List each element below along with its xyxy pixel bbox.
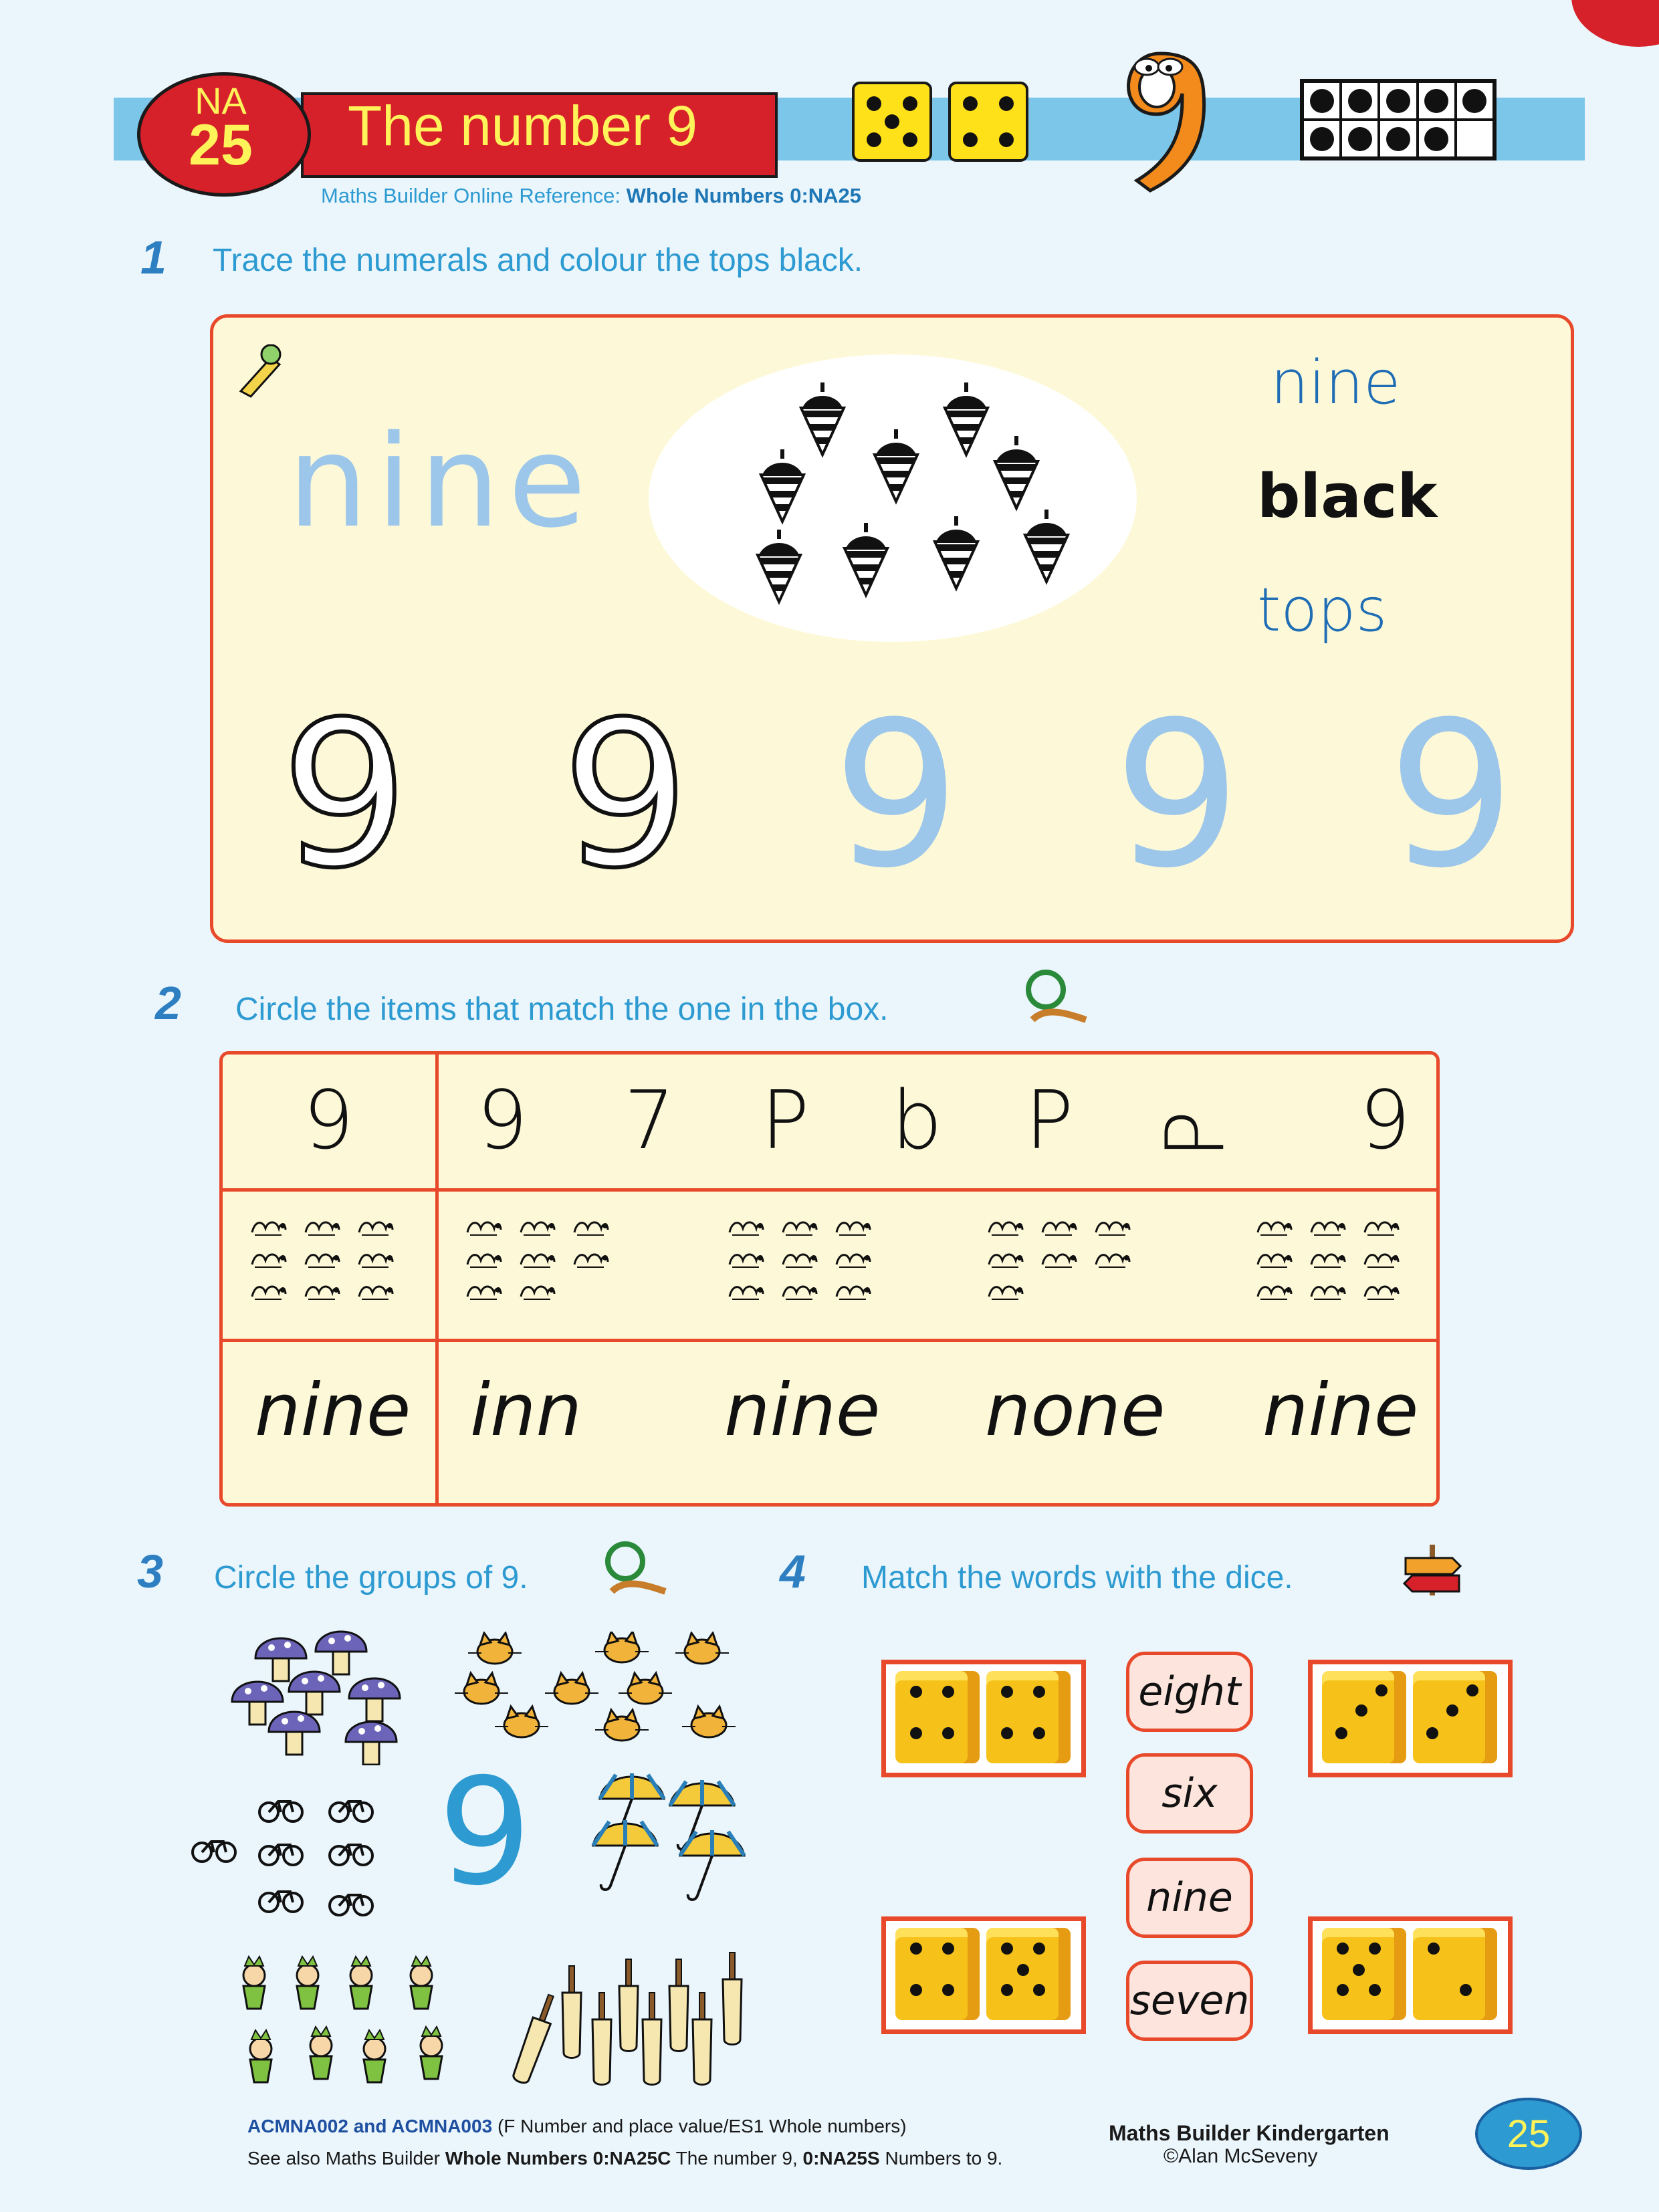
caterpillar-icon — [1361, 1246, 1401, 1273]
candidate-glyph[interactable]: 7 — [624, 1075, 675, 1168]
caterpillar-icon — [1254, 1214, 1294, 1240]
box-word: nine — [255, 1369, 411, 1452]
caterpillar-icon — [355, 1278, 395, 1305]
candidate-word[interactable]: nine — [724, 1369, 881, 1452]
question-4-instruction: Match the words with the dice. — [861, 1560, 1293, 1595]
caterpillar-icon — [570, 1214, 611, 1240]
caterpillar-icon — [1307, 1278, 1347, 1305]
caterpillar-icon — [779, 1246, 819, 1273]
trace-numeral-dotted[interactable]: 9 — [1388, 679, 1515, 912]
reference-prefix: Maths Builder Online Reference: — [321, 184, 621, 207]
caterpillar-icon — [1092, 1214, 1132, 1240]
lesson-code-number: 25 — [189, 113, 253, 177]
caterpillar-icon — [1038, 1246, 1079, 1273]
cat-face-group[interactable] — [455, 1632, 736, 1745]
see-also-text: Numbers to 9. — [885, 2148, 1003, 2169]
signpost-icon — [1399, 1531, 1466, 1601]
see-also-text: The number 9, — [675, 2148, 798, 2169]
caterpillar-icon — [248, 1278, 288, 1305]
caterpillar-icon — [517, 1214, 557, 1240]
candidate-glyph[interactable]: 9 — [1359, 1075, 1411, 1168]
cricket-bat-group[interactable] — [508, 1926, 776, 2093]
page-title: The number 9 — [348, 94, 697, 157]
caterpillar-icon — [463, 1214, 504, 1240]
question-2-instruction: Circle the items that match the one in the box. — [235, 992, 889, 1027]
candidate-word[interactable]: none — [985, 1369, 1166, 1452]
caterpillar-icon — [726, 1278, 766, 1305]
caterpillar-icon — [1038, 1214, 1079, 1240]
bug-group[interactable] — [463, 1214, 615, 1305]
dice-pair-box[interactable] — [881, 1660, 1086, 1777]
ten-frame — [1300, 79, 1497, 160]
caterpillar-icon — [833, 1214, 873, 1240]
curriculum-codes: ACMNA002 and ACMNA003 — [247, 2116, 493, 2136]
caterpillar-icon — [302, 1214, 342, 1240]
question-2-number: 2 — [155, 977, 181, 1029]
mascot-nine-icon — [1097, 27, 1217, 194]
dice-pair-box[interactable] — [881, 1916, 1086, 2034]
page-number: 25 — [1475, 2098, 1582, 2170]
trace-numeral-outlined[interactable]: 9 — [281, 679, 409, 912]
dice-pair-box[interactable] — [1308, 1660, 1513, 1777]
caterpillar-icon — [517, 1278, 557, 1305]
caterpillar-icon — [248, 1214, 288, 1240]
bug-group[interactable] — [1254, 1214, 1405, 1305]
caterpillar-icon — [985, 1214, 1025, 1240]
pencil-worm-icon — [234, 344, 288, 401]
caterpillar-icon — [833, 1278, 873, 1305]
spinning-top-icon — [758, 530, 800, 602]
candidate-glyph[interactable]: P — [1025, 1075, 1074, 1168]
spinning-top-icon — [935, 516, 978, 588]
caterpillar-icon — [985, 1246, 1025, 1273]
caterpillar-icon — [985, 1278, 1025, 1305]
caterpillar-icon — [1361, 1214, 1401, 1240]
see-also-line — [247, 2148, 1002, 2169]
curriculum-line — [247, 2116, 907, 2137]
caterpillar-icon — [248, 1246, 288, 1273]
candidate-word[interactable]: inn — [470, 1369, 582, 1452]
candidate-glyph[interactable]: b — [891, 1075, 943, 1168]
reference-link[interactable]: Whole Numbers 0:NA25 — [626, 184, 862, 207]
curriculum-desc: (F Number and place value/ES1 Whole numbers) — [497, 2116, 907, 2136]
caterpillar-icon — [463, 1278, 504, 1305]
dice-pair-box[interactable] — [1308, 1916, 1513, 2034]
caterpillar-icon — [726, 1214, 766, 1240]
book-title: Maths Builder Kindergarten — [1109, 2121, 1390, 2145]
word-tops: tops — [1257, 575, 1388, 645]
caterpillar-icon — [833, 1246, 873, 1273]
caterpillar-icon — [355, 1246, 395, 1273]
fairy-group[interactable] — [227, 1946, 475, 2093]
word-card[interactable]: seven — [1126, 1961, 1253, 2041]
dotted-numeral-nine: 9 — [438, 1747, 532, 1918]
caterpillar-icon — [779, 1278, 819, 1305]
spinning-top-icon — [945, 382, 988, 455]
candidate-glyph[interactable]: P — [1149, 1110, 1243, 1159]
die-four-icon — [948, 82, 1028, 162]
spinning-top-icon — [845, 523, 887, 595]
die-five-icon — [852, 82, 932, 162]
worm-magnifier-icon — [1019, 966, 1093, 1030]
lesson-code-label: NA — [195, 80, 247, 122]
question-4-number: 4 — [780, 1545, 806, 1597]
candidate-glyph[interactable]: 9 — [477, 1075, 528, 1168]
umbrella-group[interactable] — [558, 1759, 779, 1912]
spinning-tops-group — [736, 374, 1090, 622]
caterpillar-icon — [726, 1246, 766, 1273]
word-nine: nine — [1270, 348, 1401, 418]
caterpillar-icon — [302, 1278, 342, 1305]
see-also-prefix: See also Maths Builder — [247, 2148, 440, 2169]
word-black: black — [1257, 461, 1438, 532]
caterpillar-icon — [1361, 1278, 1401, 1305]
word-card[interactable]: nine — [1126, 1858, 1253, 1938]
caterpillar-icon — [1254, 1278, 1294, 1305]
bug-group[interactable] — [726, 1214, 877, 1305]
candidate-word[interactable]: nine — [1262, 1369, 1419, 1452]
copyright: ©Alan McSeveny — [1164, 2145, 1318, 2167]
bicycle-group[interactable] — [181, 1792, 388, 1932]
box-numeral: 9 — [303, 1075, 354, 1168]
caterpillar-icon — [1092, 1246, 1132, 1273]
spinning-top-icon — [761, 449, 804, 522]
question-3-number: 3 — [137, 1545, 163, 1597]
caterpillar-icon — [779, 1214, 819, 1240]
trace-numeral-dotted[interactable]: 9 — [1113, 679, 1241, 912]
box-bug-group — [248, 1214, 399, 1305]
matching-table — [219, 1051, 1440, 1507]
caterpillar-icon — [355, 1214, 395, 1240]
question-1-number: 1 — [140, 231, 167, 284]
caterpillar-icon — [1254, 1246, 1294, 1273]
caterpillar-icon — [517, 1246, 557, 1273]
spinning-top-icon — [875, 429, 917, 502]
word-card[interactable]: six — [1126, 1753, 1253, 1834]
trace-numeral-outlined[interactable]: 9 — [562, 679, 689, 912]
see-also-ref: 0:NA25S — [802, 2148, 880, 2169]
caterpillar-icon — [570, 1246, 611, 1273]
spinning-top-icon — [1025, 510, 1068, 582]
caterpillar-icon — [1307, 1246, 1347, 1273]
worm-magnifier-icon — [598, 1538, 672, 1601]
question-1-instruction: Trace the numerals and colour the tops black. — [213, 243, 863, 278]
caterpillar-icon — [463, 1246, 504, 1273]
see-also-ref: Whole Numbers 0:NA25C — [445, 2148, 671, 2169]
corner-decoration — [1571, 0, 1659, 47]
online-reference — [321, 184, 861, 208]
trace-numeral-dotted[interactable]: 9 — [833, 679, 960, 912]
mushroom-group[interactable] — [221, 1618, 421, 1765]
spinning-top-icon — [801, 382, 844, 455]
caterpillar-icon — [1307, 1214, 1347, 1240]
spinning-top-icon — [995, 436, 1038, 508]
trace-word-nine[interactable]: nine — [288, 408, 594, 556]
word-card[interactable]: eight — [1126, 1652, 1253, 1732]
caterpillar-icon — [302, 1246, 342, 1273]
question-3-instruction: Circle the groups of 9. — [214, 1560, 528, 1595]
bug-group[interactable] — [985, 1214, 1136, 1305]
candidate-glyph[interactable]: P — [761, 1075, 810, 1168]
